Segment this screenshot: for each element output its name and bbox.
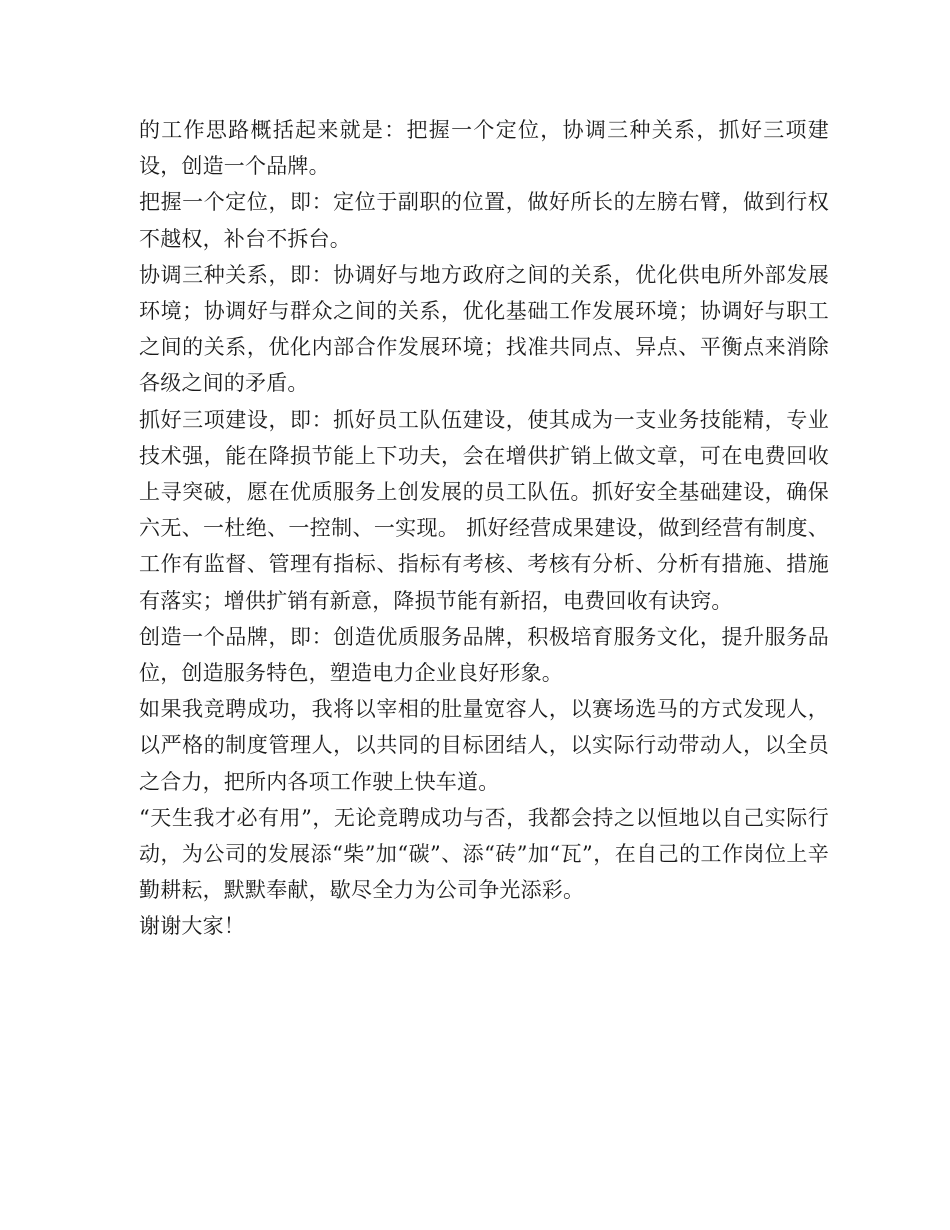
paragraph-if-successful: 如果我竞聘成功，我将以宰相的肚量宽容人，以赛场选马的方式发现人，以严格的制度管理人，以共同的目标团结人，以实际行动带动人，以全员之合力，把所内各项工作驶上快车道。 — [139, 697, 829, 794]
document-body — [139, 112, 829, 945]
paragraph-thanks: 谢谢大家！ — [139, 914, 245, 939]
paragraph-commitment: “天生我才必有用”，无论竞聘成功与否，我都会持之以恒地以自己实际行动，为公司的发展添“柴”加“碳”、添“砖”加“瓦”，在自己的工作岗位上辛勤耕耘，默默奉献，歇尽全力为公司争光添彩。 — [139, 805, 829, 903]
paragraph-relationships: 协调三种关系，即：协调好与地方政府之间的关系，优化供电所外部发展环境；协调好与群众之间的关系，优化基础工作发展环境；协调好与职工之间的关系，优化内部合作发展环境；找准共同点、异点、平衡点来消除各级之间的矛盾。 — [139, 262, 829, 396]
paragraph-work-approach: 的工作思路概括起来就是：把握一个定位，协调三种关系，抓好三项建设，创造一个品牌。 — [139, 118, 829, 179]
paragraph-positioning: 把握一个定位，即：定位于副职的位置，做好所长的左膀右臂，做到行权不越权，补台不拆台。 — [139, 190, 829, 251]
paragraph-three-constructions: 抓好三项建设，即：抓好员工队伍建设，使其成为一支业务技能精，专业技术强，能在降损节能上下功夫，会在增供扩销上做文章，可在电费回收上寻突破，愿在优质服务上创发展的员工队伍。抓好安全基础建设，确保六无、一杜绝、一控制、一实现。 抓好经营成果建设，做到经营有制度、工作有监督、管理有指标、指标有考核、考核有分析、分析有措施、措施有落实；增供扩销有新意，降损节能有新招，电费回收有诀窍。 — [139, 407, 829, 613]
paragraph-brand: 创造一个品牌，即：创造优质服务品牌，积极培育服务文化，提升服务品位，创造服务特色，塑造电力企业良好形象。 — [139, 624, 829, 686]
